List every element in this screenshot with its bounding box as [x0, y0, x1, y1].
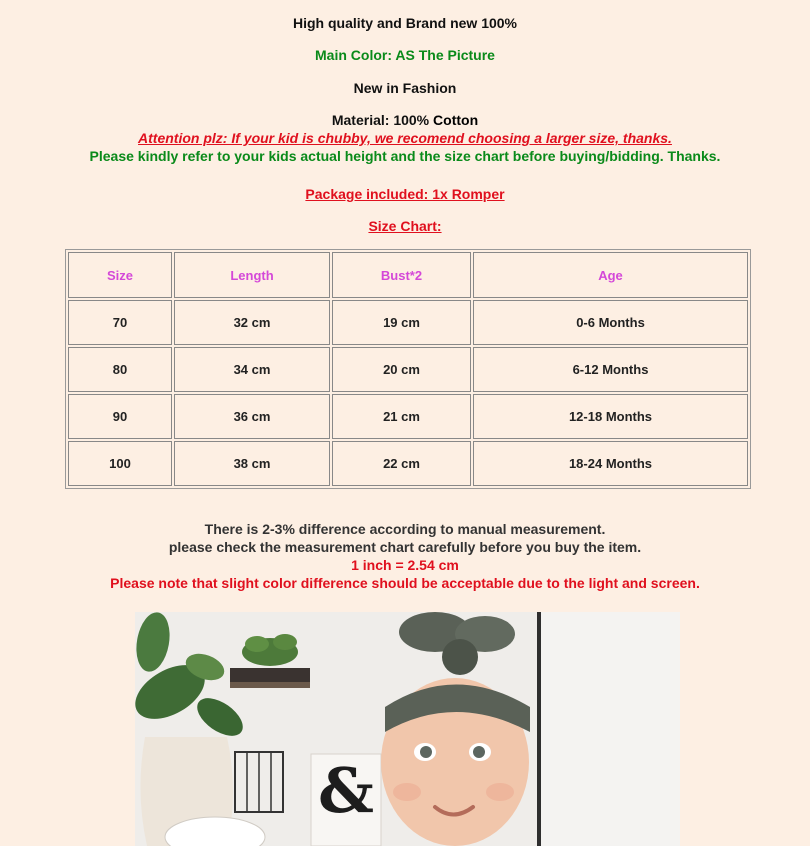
- table-cell: 21 cm: [332, 394, 471, 439]
- table-cell: 36 cm: [174, 394, 330, 439]
- product-photo: [135, 612, 680, 846]
- table-cell: 32 cm: [174, 300, 330, 345]
- material-cotton: Cotton: [433, 112, 479, 128]
- header-length: Length: [174, 252, 330, 298]
- fashion-text: New in Fashion: [353, 80, 457, 96]
- main-color-text: Main Color: AS The Picture: [315, 47, 495, 63]
- header-age: Age: [473, 252, 748, 298]
- table-cell: 12-18 Months: [473, 394, 748, 439]
- table-cell: 70: [68, 300, 172, 345]
- table-cell: 19 cm: [332, 300, 471, 345]
- table-cell: 20 cm: [332, 347, 471, 392]
- table-cell: 100: [68, 441, 172, 486]
- table-header-row: [68, 252, 748, 298]
- difference-note: There is 2-3% difference according to manual measurement.: [204, 521, 606, 537]
- table-cell: 90: [68, 394, 172, 439]
- size-chart-table: [65, 249, 751, 489]
- check-note: please check the measurement chart carefully before you buy the item.: [168, 539, 642, 555]
- color-note: Please note that slight color difference should be acceptable due to the light and screen.: [110, 575, 700, 591]
- package-text: Package included: 1x Romper: [305, 186, 505, 202]
- quality-text: High quality and Brand new 100%: [292, 15, 518, 31]
- table-row: [68, 300, 748, 345]
- attention-text: Attention plz: If your kid is chubby, we recomend choosing a larger size, thanks.: [138, 130, 672, 146]
- table-row: [68, 347, 748, 392]
- table-row: [68, 441, 748, 486]
- table-cell: 34 cm: [174, 347, 330, 392]
- header-size: Size: [68, 252, 172, 298]
- table-cell: 18-24 Months: [473, 441, 748, 486]
- svg-text:&: &: [318, 754, 374, 827]
- refer-text: Please kindly refer to your kids actual height and the size chart before buying/bidding. Thanks.: [89, 148, 721, 164]
- table-cell: 80: [68, 347, 172, 392]
- table-cell: 6-12 Months: [473, 347, 748, 392]
- table-row: [68, 394, 748, 439]
- material-text: [0, 112, 810, 128]
- material-prefix: Material: 100%: [331, 112, 430, 128]
- inch-note: 1 inch = 2.54 cm: [351, 557, 459, 573]
- table-cell: 38 cm: [174, 441, 330, 486]
- header-bust: Bust*2: [332, 252, 471, 298]
- table-cell: 22 cm: [332, 441, 471, 486]
- table-cell: 0-6 Months: [473, 300, 748, 345]
- baby-photo-illustration: [135, 612, 680, 846]
- size-chart-title: Size Chart:: [368, 218, 442, 234]
